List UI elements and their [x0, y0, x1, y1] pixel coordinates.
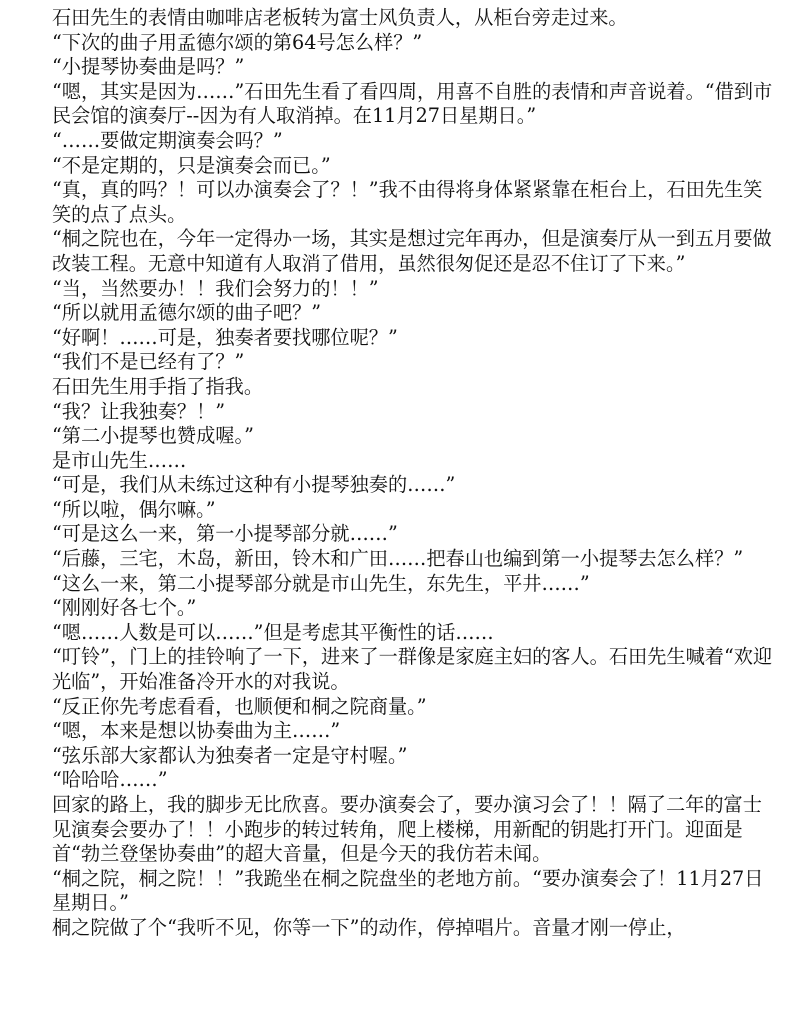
paragraph-17: “可是，我们从未练过这种有小提琴独奏的……” [52, 473, 456, 497]
paragraph-15: “第二小提琴也赞成喔。” [52, 424, 254, 448]
paragraph-6: “不是定期的，只是演奏会而已。” [52, 153, 331, 177]
paragraph-1: 石田先生的表情由咖啡店老板转为富士风负责人，从柜台旁走过来。 [52, 6, 628, 29]
paragraph-7: “真，真的吗？！可以办演奏会了？！”我不由得将身体紧紧靠在柜台上，石田先生笑笑的点了点头。 [52, 178, 763, 226]
paragraph-3: “小提琴协奏曲是吗？” [52, 55, 245, 79]
paragraph-25: “反正你先考虑看看，也顺便和桐之院商量。” [52, 694, 427, 718]
paragraph-14: “我？让我独奏？！” [52, 399, 226, 423]
paragraph-12: “我们不是已经有了？” [52, 350, 245, 374]
paragraph-10: “所以就用孟德尔颂的曲子吧？” [52, 301, 322, 325]
paragraph-2: “下次的曲子用孟德尔颂的第64号怎么样？” [52, 30, 423, 54]
paragraph-26: “嗯，本来是想以协奏曲为主……” [52, 719, 341, 743]
paragraph-5: “……要做定期演奏会吗？” [52, 128, 283, 152]
paragraph-21: “这么一来，第二小提琴部分就是市山先生，东先生，平井……” [52, 571, 590, 595]
paragraph-9: “当，当然要办！！我们会努力的！！” [52, 276, 379, 300]
paragraph-29: 回家的路上，我的脚步无比欣喜。要办演奏会了，要办演习会了！！隔了二年的富士见演奏会要办了！！小跑步的转过转角，爬上楼梯，用新配的钥匙打开门。迎面是首“勃兰登堡协奏曲”的超大音量，但是今天的我仿若未闻。 [52, 793, 762, 866]
paragraph-19: “可是这么一来，第一小提琴部分就……” [52, 522, 398, 546]
paragraph-28: “哈哈哈……” [52, 768, 168, 792]
paragraph-22: “刚刚好各七个。” [52, 596, 197, 620]
paragraph-20: “后藤，三宅，木岛，新田，铃木和广田……把春山也编到第一小提琴去怎么样？” [52, 547, 744, 571]
paragraph-4: “嗯，其实是因为……”石田先生看了看四周，用喜不自胜的表情和声音说着。“借到市民会馆的演奏厅--因为有人取消掉。在11月27日星期日。” [52, 79, 773, 128]
paragraph-27: “弦乐部大家都认为独奏者一定是守村喔。” [52, 743, 408, 767]
paragraph-23: “嗯……人数是可以……”但是考虑其平衡性的话…… [52, 620, 494, 644]
paragraph-8: “桐之院也在，今年一定得办一场，其实是想过完年再办，但是演奏厅从一到五月要做改装工程。无意中知道有人取消了借用，虽然很匆促还是忍不住订了下来。” [52, 227, 772, 275]
paragraph-30: “桐之院，桐之院！！”我跪坐在桐之院盘坐的老地方前。“要办演奏会了！11月27日星期日。” [52, 866, 764, 915]
paragraph-31: 桐之院做了个“我听不见，你等一下”的动作，停掉唱片。音量才刚一停止， [52, 915, 686, 939]
paragraph-13: 石田先生用手指了指我。 [52, 374, 264, 398]
paragraph-11: “好啊！……可是，独奏者要找哪位呢？” [52, 325, 398, 349]
paragraph-16: 是市山先生…… [52, 448, 187, 472]
paragraph-24: “叮铃”，门上的挂铃响了一下，进来了一群像是家庭主妇的客人。石田先生喊着“欢迎光临”，开始准备冷开水的对我说。 [52, 645, 773, 694]
paragraph-18: “所以啦，偶尔嘛。” [52, 497, 216, 521]
